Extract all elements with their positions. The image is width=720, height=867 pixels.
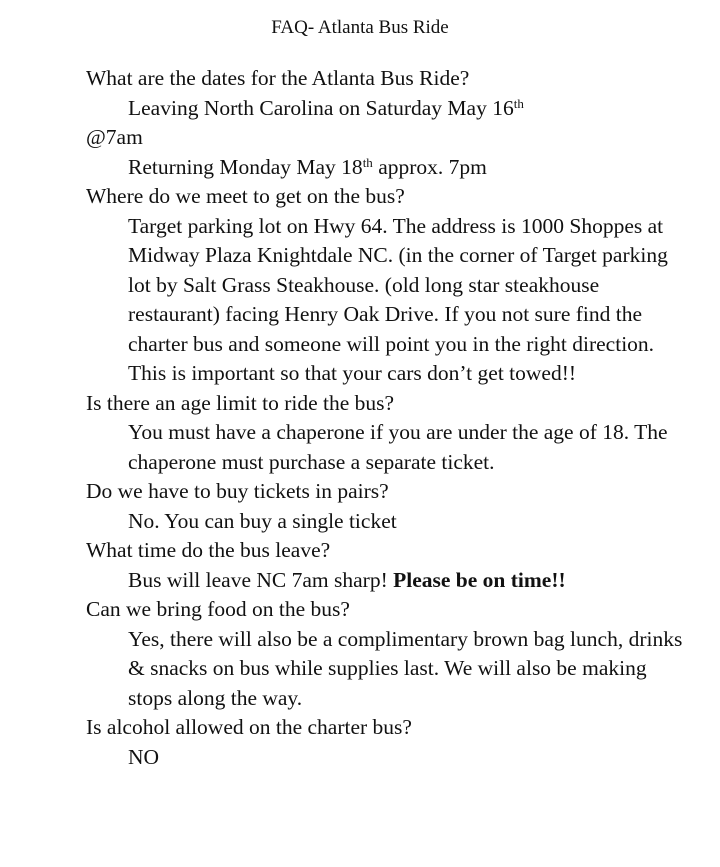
answer-text: Returning Monday May 18 <box>128 154 363 179</box>
ordinal-suffix: th <box>362 154 373 170</box>
faq-answer: Yes, there will also be a complimentary brown bag lunch, drinks & snacks on bus while supplies last. We will also be making stops along the way. <box>128 626 683 710</box>
answer-emphasis: Please be on time!! <box>393 567 566 592</box>
faq-question: What time do the bus leave? <box>86 538 331 562</box>
faq-item-tickets <box>86 477 686 536</box>
faq-item-alcohol <box>86 713 686 772</box>
answer-time: @7am <box>86 125 143 149</box>
answer-text: Leaving North Carolina on Saturday May 16 <box>128 95 514 120</box>
faq-answer <box>128 153 686 183</box>
faq-item-dates <box>86 64 686 182</box>
faq-answer: No. You can buy a single ticket <box>128 508 397 533</box>
faq-item-food <box>86 595 686 713</box>
faq-answer <box>86 94 686 153</box>
faq-item-departure-time <box>86 536 686 595</box>
ordinal-suffix: th <box>513 95 524 111</box>
faq-list <box>86 64 686 772</box>
faq-answer <box>128 566 686 596</box>
answer-time: approx. 7pm <box>372 154 487 179</box>
faq-item-age-limit <box>86 389 686 478</box>
answer-text: Bus will leave NC 7am sharp! <box>128 567 394 592</box>
faq-answer: You must have a chaperone if you are under the age of 18. The chaperone must purchase a separate ticket. <box>128 420 668 474</box>
faq-question: What are the dates for the Atlanta Bus Ride? <box>86 66 470 90</box>
faq-item-meeting-place <box>86 182 686 389</box>
faq-question: Can we bring food on the bus? <box>86 597 350 621</box>
faq-question: Do we have to buy tickets in pairs? <box>86 479 389 503</box>
faq-question: Is there an age limit to ride the bus? <box>86 390 395 415</box>
faq-answer: Target parking lot on Hwy 64. The address is 1000 Shoppes at Midway Plaza Knightdale NC. (in the corner of Target parking lot by Salt Grass Steakhouse. (old long star steakhouse restaurant) facing Henry Oak Drive. If you not sure find the charter bus and someone will point you in the right direction. This is important so that your cars don’t get towed!! <box>128 213 668 385</box>
faq-question: Is alcohol allowed on the charter bus? <box>86 715 412 739</box>
faq-question: Where do we meet to get on the bus? <box>86 184 405 208</box>
document-title: FAQ- Atlanta Bus Ride <box>271 17 449 38</box>
faq-answer: NO <box>128 744 160 769</box>
